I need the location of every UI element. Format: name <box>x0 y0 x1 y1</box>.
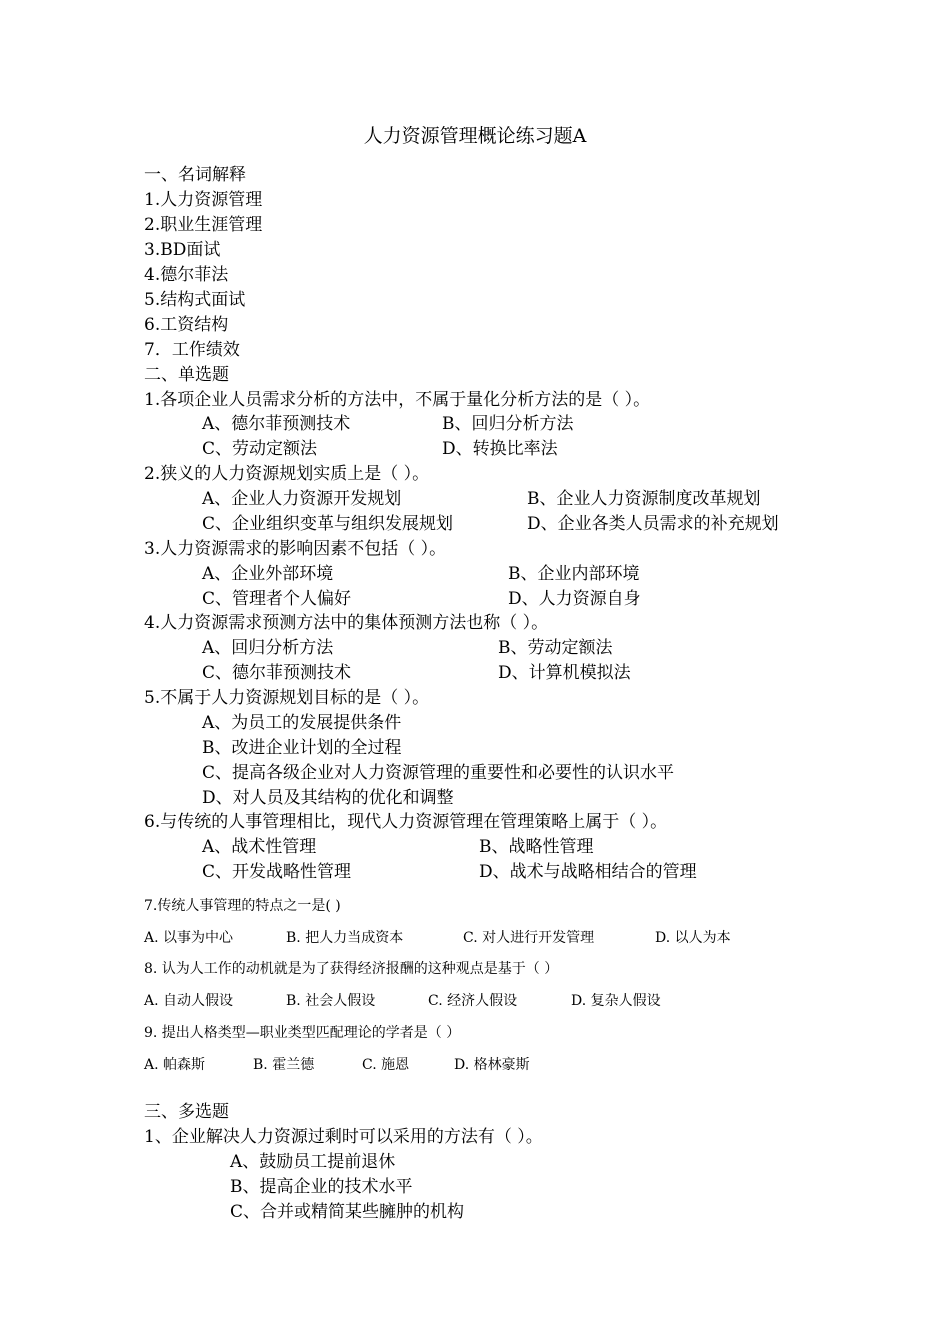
option-d: D、战术与战略相结合的管理 <box>479 862 697 882</box>
option-a: A、企业外部环境 <box>202 564 334 584</box>
option-c: C、提高各级企业对人力资源管理的重要性和必要性的认识水平 <box>202 763 675 783</box>
option-a: A、鼓励员工提前退休 <box>230 1152 396 1172</box>
option-c: C、合并或精简某些臃肿的机构 <box>230 1202 465 1222</box>
option-b: B、提高企业的技术水平 <box>230 1177 413 1197</box>
question-stem: 6.与传统的人事管理相比，现代人力资源管理在管理策略上属于（ ）。 <box>144 812 668 832</box>
option-b: B. 社会人假设 <box>286 993 376 1009</box>
option-d: D、转换比率法 <box>442 439 558 459</box>
option-b: B、回归分析方法 <box>442 414 574 434</box>
option-c: C. 经济人假设 <box>428 993 518 1009</box>
question-stem: 2.狭义的人力资源规划实质上是（ ）。 <box>144 464 430 484</box>
question-stem: 3.人力资源需求的影响因素不包括（ ）。 <box>144 539 447 559</box>
section-heading-single-choice: 二、单选题 <box>144 365 229 385</box>
option-a: A、回归分析方法 <box>202 638 334 658</box>
section-heading-terms: 一、名词解释 <box>144 165 246 185</box>
term-item: 6.工资结构 <box>144 315 229 335</box>
option-c: C. 对人进行开发管理 <box>463 930 595 946</box>
option-b: B. 把人力当成资本 <box>286 930 404 946</box>
option-c: C、管理者个人偏好 <box>202 589 352 609</box>
option-b: B、企业人力资源制度改革规划 <box>527 489 761 509</box>
option-c: C、劳动定额法 <box>202 439 318 459</box>
option-c: C、开发战略性管理 <box>202 862 352 882</box>
option-a: A、为员工的发展提供条件 <box>202 713 402 733</box>
option-d: D、对人员及其结构的优化和调整 <box>202 788 454 808</box>
option-a: A、企业人力资源开发规划 <box>202 489 402 509</box>
document-title: 人力资源管理概论练习题A <box>363 125 587 147</box>
option-d: D、计算机模拟法 <box>498 663 631 683</box>
option-d: D. 以人为本 <box>655 930 731 946</box>
question-stem: 1、企业解决人力资源过剩时可以采用的方法有（ ）。 <box>144 1127 543 1147</box>
option-d: D、人力资源自身 <box>508 589 641 609</box>
term-item: 1.人力资源管理 <box>144 190 263 210</box>
term-item: 4.德尔菲法 <box>144 265 229 285</box>
question-stem: 4.人力资源需求预测方法中的集体预测方法也称（ ）。 <box>144 613 549 633</box>
term-item: 5.结构式面试 <box>144 290 246 310</box>
question-stem: 5.不属于人力资源规划目标的是（ ）。 <box>144 688 430 708</box>
option-d: D. 格林豪斯 <box>454 1057 530 1073</box>
option-a: A. 帕森斯 <box>144 1057 206 1073</box>
question-stem: 1.各项企业人员需求分析的方法中，不属于量化分析方法的是（ ）。 <box>144 390 651 410</box>
option-c: C、企业组织变革与组织发展规划 <box>202 514 454 534</box>
option-c: C、德尔菲预测技术 <box>202 663 352 683</box>
option-a: A. 自动人假设 <box>144 993 234 1009</box>
option-b: B. 霍兰德 <box>253 1057 315 1073</box>
option-d: D、企业各类人员需求的补充规划 <box>527 514 779 534</box>
term-item: 7．工作绩效 <box>144 340 240 360</box>
option-d: D. 复杂人假设 <box>571 993 661 1009</box>
option-a: A. 以事为中心 <box>144 930 234 946</box>
question-stem: 7.传统人事管理的特点之一是( ) <box>144 898 341 914</box>
question-stem: 8. 认为人工作的动机就是为了获得经济报酬的这种观点是基于（ ） <box>144 961 559 977</box>
option-b: B、劳动定额法 <box>498 638 613 658</box>
option-a: A、战术性管理 <box>202 837 317 857</box>
section-heading-multiple-choice: 三、多选题 <box>144 1102 229 1122</box>
term-item: 2.职业生涯管理 <box>144 215 263 235</box>
option-c: C. 施恩 <box>362 1057 410 1073</box>
option-b: B、改进企业计划的全过程 <box>202 738 402 758</box>
term-item: 3.BD面试 <box>144 240 221 260</box>
option-b: B、企业内部环境 <box>508 564 640 584</box>
option-a: A、德尔菲预测技术 <box>202 414 351 434</box>
option-b: B、战略性管理 <box>479 837 594 857</box>
question-stem: 9. 提出人格类型—职业类型匹配理论的学者是（ ） <box>144 1025 461 1041</box>
